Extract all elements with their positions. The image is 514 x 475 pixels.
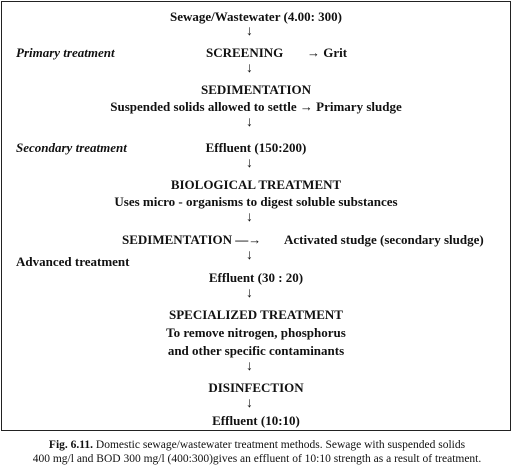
down-arrow-icon: ↓ bbox=[246, 210, 253, 225]
down-arrow-icon: ↓ bbox=[246, 115, 253, 130]
diagram-frame bbox=[1, 1, 511, 431]
output-activated-sludge: Activated studge (secondary sludge) bbox=[284, 232, 484, 247]
node-specialized-treatment: SPECIALIZED TREATMENT bbox=[169, 307, 343, 322]
node-biological-treatment: BIOLOGICAL TREATMENT bbox=[170, 177, 342, 192]
down-arrow-icon: ↓ bbox=[246, 286, 253, 301]
caption-label: Fig. 6.11. bbox=[48, 439, 94, 451]
node-disinfection: DISINFECTION bbox=[208, 380, 304, 395]
node-screening: SCREENING bbox=[206, 45, 284, 60]
label-secondary-treatment: Secondary treatment bbox=[16, 140, 127, 155]
caption-line-1 bbox=[4, 438, 510, 452]
down-arrow-icon: ↓ bbox=[246, 156, 253, 171]
node-effluent-30-20: Effluent (30 : 20) bbox=[208, 270, 304, 285]
note-suspended-solids: Suspended solids allowed to settle → Primary sludge bbox=[110, 99, 402, 114]
note-micro-organisms: Uses micro - organisms to digest soluble substances bbox=[114, 194, 398, 209]
figure-caption bbox=[4, 438, 510, 466]
down-arrow-icon: ↓ bbox=[246, 359, 253, 374]
caption-text-1: Domestic sewage/wastewater treatment methods. Sewage with suspended solids bbox=[93, 439, 466, 451]
note-other-contaminants: and other specific contaminants bbox=[167, 343, 345, 358]
node-effluent-150-200: Effluent (150:200) bbox=[205, 140, 307, 155]
down-arrow-icon: ↓ bbox=[246, 396, 253, 411]
note-remove-nitrogen: To remove nitrogen, phosphorus bbox=[166, 325, 346, 340]
down-arrow-icon: ↓ bbox=[246, 248, 253, 263]
label-primary-treatment: Primary treatment bbox=[16, 45, 115, 60]
node-sewage: Sewage/Wastewater (4.00: 300) bbox=[170, 9, 342, 24]
caption-line-2: 400 mg/l and BOD 300 mg/l (400:300)gives an effluent of 10:10 strength as a result of treatment. bbox=[32, 453, 482, 465]
down-arrow-icon: ↓ bbox=[246, 61, 253, 76]
label-advanced-treatment: Advanced treatment bbox=[16, 254, 130, 269]
node-sedimentation-primary: SEDIMENTATION bbox=[200, 82, 312, 97]
node-effluent-10-10: Effluent (10:10) bbox=[212, 413, 300, 428]
down-arrow-icon: ↓ bbox=[246, 24, 253, 39]
output-grit: → Grit bbox=[307, 45, 348, 60]
node-sedimentation-secondary: SEDIMENTATION —→ bbox=[122, 232, 262, 247]
